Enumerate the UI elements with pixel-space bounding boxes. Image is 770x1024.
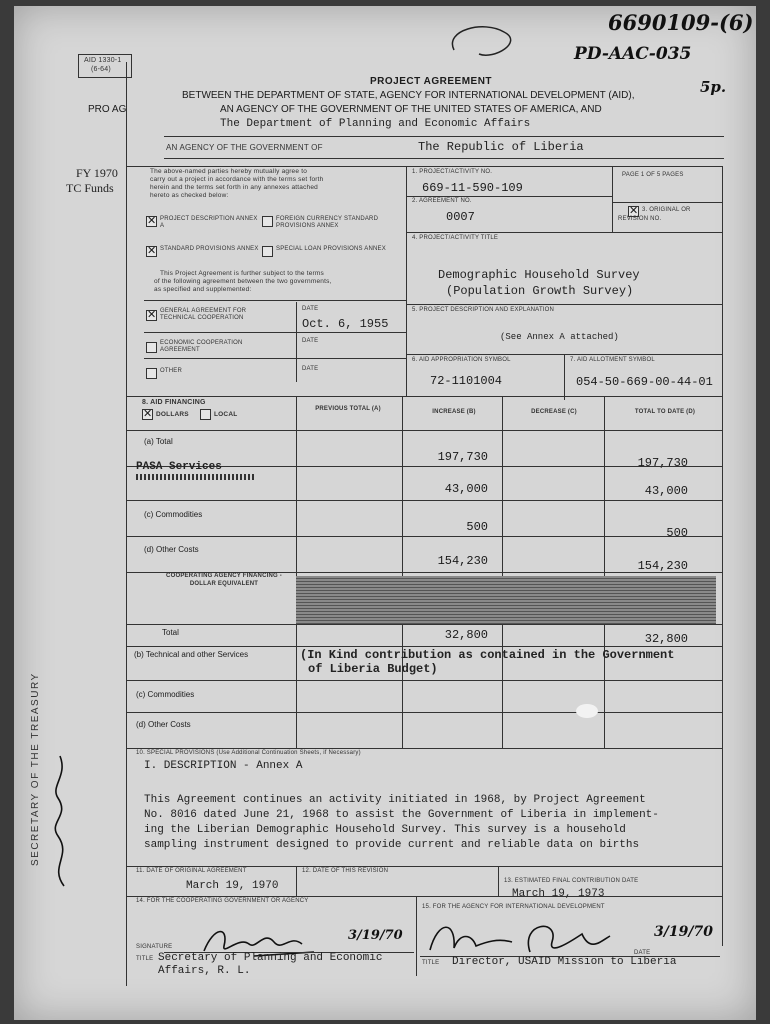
col-increase: INCREASE (B) bbox=[432, 409, 476, 415]
project-description-checkbox[interactable] bbox=[146, 216, 157, 227]
description-value: (See Annex A attached) bbox=[500, 332, 619, 342]
estimated-date-label: 13. ESTIMATED FINAL CONTRIBUTION DATE bbox=[504, 878, 639, 884]
project-title-line-2: (Population Growth Survey) bbox=[446, 284, 634, 298]
general-agreement-date: Oct. 6, 1955 bbox=[302, 317, 389, 331]
page-count: PAGE 1 OF 5 PAGES bbox=[622, 172, 684, 178]
header-line3: AN AGENCY OF THE GOVERNMENT OF THE UNITED STATES OF AMERICA, AND bbox=[220, 104, 602, 115]
field-row-3 bbox=[406, 232, 722, 233]
agreement-date-divider bbox=[296, 302, 297, 382]
local-label: LOCAL bbox=[214, 411, 238, 418]
row-total-label: (a) Total bbox=[144, 437, 173, 446]
cooperating-hatched-area bbox=[296, 576, 716, 624]
form-number-box bbox=[78, 54, 132, 78]
original-date: March 19, 1970 bbox=[186, 880, 279, 892]
special-provisions-label: 10. SPECIAL PROVISIONS (Use Additional Continuation Sheets, if Necessary) bbox=[136, 750, 361, 756]
fin-top bbox=[126, 396, 722, 397]
coop-signature-date: 3/19/70 bbox=[348, 928, 403, 943]
government-name: The Republic of Liberia bbox=[418, 140, 584, 154]
handwritten-doc-number: 6690109-(6) bbox=[608, 10, 754, 35]
project-title-line-1: Demographic Household Survey bbox=[438, 268, 640, 282]
paper-hole-artifact bbox=[576, 704, 598, 718]
agreement-number: 0007 bbox=[446, 210, 475, 224]
other-agreement-checkbox[interactable] bbox=[146, 368, 157, 379]
special-text-2: No. 8016 dated June 21, 1968 to assist the Government of Liberia in implement- bbox=[144, 809, 659, 821]
aid-title-label: TITLE bbox=[422, 960, 440, 966]
pro-ag-label: PRO AG bbox=[88, 104, 127, 115]
dates-top bbox=[126, 866, 722, 867]
dollars-label: DOLLARS bbox=[156, 411, 189, 418]
economic-agreement-label: ECONOMIC COOPERATION AGREEMENT bbox=[160, 340, 243, 353]
row-commodities-total: 500 bbox=[666, 526, 688, 540]
row-commodities-label: (c) Commodities bbox=[144, 510, 203, 519]
coop-other-costs-label: (d) Other Costs bbox=[136, 720, 191, 729]
coop-title-label: TITLE bbox=[136, 956, 154, 962]
dates-divider-1 bbox=[296, 866, 297, 896]
special-text-3: ing the Liberian Demographic Household Survey. This survey is a household bbox=[144, 824, 626, 836]
appropriation-symbol: 72-1101004 bbox=[430, 374, 503, 388]
funds-type: TC Funds bbox=[66, 181, 114, 195]
project-title-label: 4. PROJECT/ACTIVITY TITLE bbox=[412, 235, 499, 241]
coop-title: Secretary of Planning and Economic Affairs, R. L. bbox=[158, 952, 383, 977]
coop-signature-label: 14. FOR THE COOPERATING GOVERNMENT OR AGENCY bbox=[136, 898, 309, 904]
inkind-line-1: (In Kind contribution as contained in the Government bbox=[300, 648, 675, 662]
header-agency-name: The Department of Planning and Economic Affairs bbox=[220, 118, 531, 130]
row-commodities-increase: 500 bbox=[466, 520, 488, 534]
grid-top bbox=[126, 166, 722, 167]
row-pasa-label: PASA Services bbox=[136, 461, 222, 473]
fin-bottom bbox=[126, 748, 722, 749]
special-text-1: This Agreement continues an activity initiated in 1968, by Project Agreement bbox=[144, 794, 646, 806]
cooperating-agency-label: COOPERATING AGENCY FINANCING - DOLLAR EQUIVALENT bbox=[166, 573, 282, 587]
intro-line-4: hereto as checked below: bbox=[150, 192, 229, 199]
margin-signature bbox=[44, 746, 80, 896]
fin-header-bottom bbox=[126, 430, 722, 431]
field-row-2 bbox=[612, 202, 722, 203]
fin-row-3 bbox=[126, 536, 722, 537]
project-number: 669-11-590-109 bbox=[422, 181, 523, 195]
special-loan-checkbox[interactable] bbox=[262, 246, 273, 257]
signature-divider bbox=[416, 896, 417, 976]
foreign-currency-checkbox[interactable] bbox=[262, 216, 273, 227]
symbol-divider bbox=[564, 354, 565, 400]
aid-signature-label: 15. FOR THE AGENCY FOR INTERNATIONAL DEVELOPMENT bbox=[422, 904, 605, 910]
intro-line-1: The above-named parties hereby mutually agree to bbox=[150, 168, 308, 175]
margin-stamp: SECRETARY OF THE TREASURY bbox=[30, 672, 41, 866]
subject-line-3: as specified and supplemented: bbox=[154, 286, 252, 293]
handwritten-scribble bbox=[424, 20, 544, 70]
dates-bottom bbox=[126, 896, 722, 897]
row-other-costs-total: 154,230 bbox=[637, 559, 688, 573]
original-revision-label: 3. ORIGINAL OR REVISION NO. bbox=[618, 207, 691, 222]
aid-title: Director, USAID Mission to Liberia bbox=[452, 956, 677, 968]
description-label: 5. PROJECT DESCRIPTION AND EXPLANATION bbox=[412, 307, 555, 313]
project-number-label: 1. PROJECT/ACTIVITY NO. bbox=[412, 169, 493, 175]
page-count-divider bbox=[612, 166, 613, 232]
fiscal-year: FY 1970 bbox=[76, 166, 118, 180]
subject-line-2: of the following agreement between the two governments, bbox=[154, 278, 332, 285]
fin-row-7 bbox=[126, 680, 722, 681]
appropriation-symbol-label: 6. AID APPROPRIATION SYMBOL bbox=[412, 357, 511, 363]
estimated-date: March 19, 1973 bbox=[512, 888, 605, 900]
coop-total-label: Total bbox=[162, 628, 179, 637]
coop-total-total: 32,800 bbox=[644, 632, 688, 646]
row-total-increase: 197,730 bbox=[437, 450, 488, 464]
general-agreement-label: GENERAL AGREEMENT FOR TECHNICAL COOPERATION bbox=[160, 308, 247, 321]
header-divider bbox=[164, 136, 724, 137]
inkind-line-2: of Liberia Budget) bbox=[308, 662, 438, 676]
fin-row-5 bbox=[126, 624, 722, 625]
aid-date-label: DATE bbox=[634, 950, 651, 956]
revision-date-label: 12. DATE OF THIS REVISION bbox=[302, 868, 389, 874]
subject-line-1: This Project Agreement is further subject to the terms bbox=[160, 270, 324, 277]
col-total-to-date: TOTAL TO DATE (D) bbox=[634, 409, 696, 415]
coop-technical-label: (b) Technical and other Services bbox=[134, 650, 249, 659]
fin-row-2 bbox=[126, 500, 722, 501]
row-other-costs-label: (d) Other Costs bbox=[144, 545, 199, 554]
allotment-symbol-label: 7. AID ALLOTMENT SYMBOL bbox=[570, 357, 655, 363]
dollars-checkbox[interactable] bbox=[142, 409, 153, 420]
row-total-total: 197,730 bbox=[637, 456, 688, 470]
row-pasa-total: 43,000 bbox=[644, 484, 688, 498]
gov-underline bbox=[164, 158, 724, 159]
general-agreement-checkbox[interactable] bbox=[146, 310, 157, 321]
general-date-label: DATE bbox=[302, 306, 319, 312]
field-row-4 bbox=[406, 304, 722, 305]
other-agreement-label: OTHER bbox=[160, 368, 182, 374]
standard-provisions-checkbox[interactable] bbox=[146, 246, 157, 257]
economic-agreement-checkbox[interactable] bbox=[146, 342, 157, 353]
document-page bbox=[14, 6, 756, 1020]
government-label: AN AGENCY OF THE GOVERNMENT OF bbox=[166, 143, 323, 152]
header-line1: PROJECT AGREEMENT bbox=[370, 76, 493, 87]
standard-provisions-label: STANDARD PROVISIONS ANNEX bbox=[160, 246, 259, 252]
special-provisions-heading: I. DESCRIPTION - Annex A bbox=[144, 760, 303, 772]
row-other-costs-increase: 154,230 bbox=[437, 554, 488, 568]
subject-divider bbox=[144, 300, 406, 301]
handwritten-pages-note: 5p. bbox=[700, 78, 727, 96]
aid-financing-label: 8. AID FINANCING bbox=[142, 399, 206, 406]
economic-date-label: DATE bbox=[302, 338, 319, 344]
grid-mid-divider bbox=[406, 166, 407, 396]
special-text-4: sampling instrument designed to provide current and reliable data on births bbox=[144, 839, 640, 851]
coop-commodities-label: (c) Commodities bbox=[136, 690, 195, 699]
agreement-row-2 bbox=[144, 358, 406, 359]
coop-total-increase: 32,800 bbox=[444, 628, 488, 642]
agreement-number-label: 2. AGREEMENT NO. bbox=[412, 198, 472, 204]
dates-divider-2 bbox=[498, 866, 499, 896]
foreign-currency-label: FOREIGN CURRENCY STANDARD PROVISIONS ANNEX bbox=[276, 216, 379, 229]
handwritten-doc-code: PD-AAC-035 bbox=[574, 44, 692, 64]
fin-row-8 bbox=[126, 712, 722, 713]
col-decrease: DECREASE (C) bbox=[531, 409, 577, 415]
aid-signature-date: 3/19/70 bbox=[654, 924, 713, 940]
coop-signature-sublabel: SIGNATURE bbox=[136, 944, 173, 950]
frame-left bbox=[126, 62, 127, 986]
intro-line-2: carry out a project in accordance with the terms set forth bbox=[150, 176, 324, 183]
frame-right bbox=[722, 166, 723, 946]
intro-line-3: herein and the terms set forth in any annexes attached bbox=[150, 184, 318, 191]
allotment-symbol: 054-50-669-00-44-01 bbox=[576, 375, 713, 389]
field-row-1 bbox=[406, 196, 612, 197]
special-loan-label: SPECIAL LOAN PROVISIONS ANNEX bbox=[276, 246, 386, 252]
original-date-label: 11. DATE OF ORIGINAL AGREEMENT bbox=[136, 868, 247, 874]
row-pasa-increase: 43,000 bbox=[444, 482, 488, 496]
form-number: AID 1330-1 bbox=[84, 57, 122, 64]
fin-row-6 bbox=[126, 646, 722, 647]
local-checkbox[interactable] bbox=[200, 409, 211, 420]
header-line2: BETWEEN THE DEPARTMENT OF STATE, AGENCY FOR INTERNATIONAL DEVELOPMENT (AID), bbox=[182, 90, 635, 101]
form-revision: (6-64) bbox=[91, 66, 111, 73]
col-previous-total: PREVIOUS TOTAL (A) bbox=[315, 406, 381, 412]
other-date-label: DATE bbox=[302, 366, 319, 372]
row-pasa-strikeout bbox=[136, 474, 256, 480]
agreement-row-1 bbox=[144, 332, 406, 333]
project-description-label: PROJECT DESCRIPTION ANNEX A bbox=[160, 216, 258, 229]
